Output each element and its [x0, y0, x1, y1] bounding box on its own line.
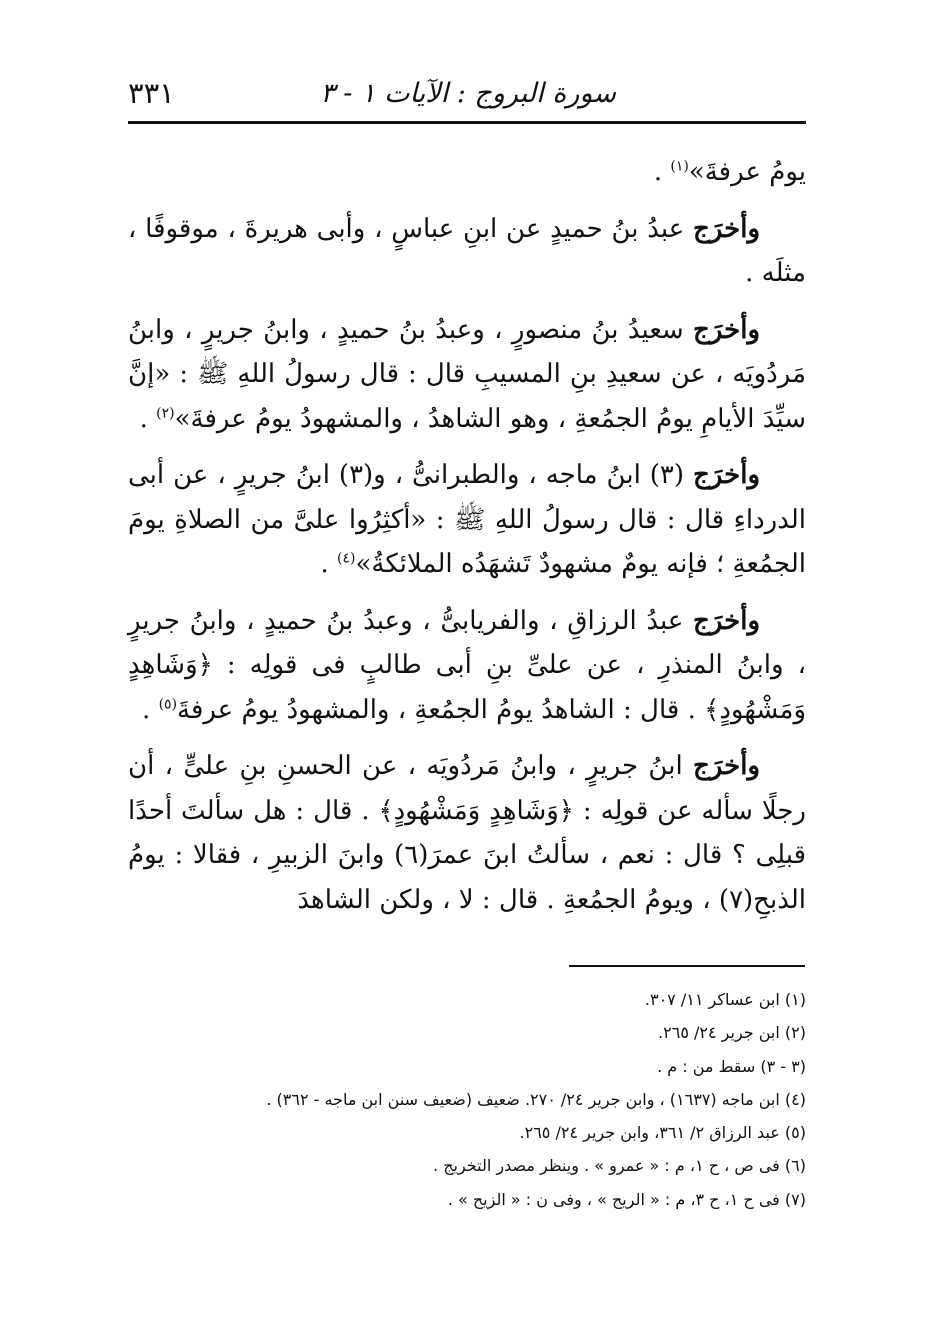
paragraph-text: سعيدُ بنُ منصورٍ ، وعبدُ بنُ حميدٍ ، وابنُ جريرٍ ، وابنُ مَردُويَه ، عن سعيدِ بنِ المسيبِ قال : قال رسولُ اللهِ ﷺ : «إنَّ سيِّدَ الأيامِ يومُ الجمُعةِ ، وهو الشاهدُ ، والمشهودُ يومُ عرفةَ» — [128, 314, 806, 434]
paragraph-end: . — [653, 157, 671, 187]
paragraph-text: يومُ عرفةَ» — [688, 157, 806, 187]
paragraph-lead: وأخرَج — [693, 751, 760, 781]
footnote: (١) ابن عساكر ١١/ ٣٠٧. — [644, 990, 806, 1009]
main-text — [128, 150, 806, 934]
paragraph — [128, 150, 806, 195]
paragraph — [128, 453, 806, 587]
footnote-ref: (٤) — [337, 550, 356, 567]
paragraph-text: ابنُ جريرٍ ، وابنُ مَردُويَه ، عن الحسنِ بنِ علىٍّ ، أن رجلًا سأله عن قولِه : ﴿وَشَاهِدٍ وَمَشْهُودٍ﴾ . قال : هل سألتَ أحدًا قبلِى ؟ قال : نعم ، سألتُ ابنَ عمرَ(٦) وابنَ الزبيرِ ، فقالا : يومُ الذبحِ(٧) ، ويومُ الجمُعةِ . قال : لا ، ولكن الشاهدَ — [128, 751, 806, 915]
paragraph-text: (٣) ابنُ ماجه ، والطبرانىُّ ، و(٣) ابنُ جريرٍ ، عن أبى الدرداءِ قال : قال رسولُ اللهِ ﷺ : «أكثِرُوا علىَّ من الصلاةِ يومَ الجمُعةِ ؛ فإنه يومٌ مشهودٌ تَشهَدُه الملائكةُ» — [128, 460, 806, 579]
paragraph — [128, 207, 806, 296]
footnote-ref: (١) — [670, 158, 689, 175]
footnotes — [128, 983, 806, 1216]
page-header — [128, 72, 806, 118]
paragraph-lead: وأخرَج — [693, 213, 760, 244]
paragraph — [128, 599, 806, 733]
paragraph-lead: وأخرَج — [693, 314, 760, 345]
paragraph-text: عبدُ بنُ حميدٍ عن ابنِ عباسٍ ، وأبى هريرةَ ، موقوفًا ، مثلَه . — [128, 213, 806, 288]
footnote: (٧) فى ح ١، ح ٣، م : « الريح » ، وفى ن : « الزيح » . — [447, 1189, 806, 1209]
page-number: ٣٣١ — [128, 76, 175, 110]
footnote: (٥) عبد الرزاق ٢/ ٣٦١، وابن جرير ٢٤/ ٢٦٥. — [519, 1123, 806, 1143]
paragraph — [128, 744, 806, 922]
footnote: (٢) ابن جرير ٢٤/ ٢٦٥. — [658, 1023, 806, 1043]
footnote: (٣ - ٣) سقط من : م . — [657, 1056, 806, 1076]
paragraph-end: . — [320, 549, 337, 579]
paragraph-lead: وأخرَج — [693, 460, 760, 490]
running-title: سورة البروج : الآيات ١ - ٣ — [320, 78, 616, 109]
paragraph-end: . — [142, 694, 159, 725]
footnote: (٤) ابن ماجه (١٦٣٧) ، وابن جرير ٢٤/ ٢٧٠. ضعيف (ضعيف سنن ابن ماجه - ٣٦٢) . — [266, 1089, 806, 1109]
footnote-rule — [569, 965, 805, 967]
footnote: (٦) فى ص ، ح ١، م : « عمرو » . وينظر مصدر التخريج . — [433, 1156, 806, 1176]
header-rule — [128, 121, 806, 124]
footnote-ref: (٥) — [158, 695, 178, 712]
paragraph — [128, 308, 806, 442]
paragraph-lead: وأخرَج — [693, 605, 760, 636]
footnote-ref: (٢) — [156, 404, 175, 421]
paragraph-text: عبدُ الرزاقِ ، والفريابىُّ ، وعبدُ بنُ حميدٍ ، وابنُ جريرٍ ، وابنُ المنذرِ ، عن علىِّ بنِ أبى طالبٍ فى قولِه : ﴿وَشَاهِدٍ وَمَشْهُودٍ﴾ . قال : الشاهدُ يومُ الجمُعةِ ، والمشهودُ يومُ عرفةَ — [128, 605, 806, 725]
paragraph-end: . — [139, 403, 157, 434]
